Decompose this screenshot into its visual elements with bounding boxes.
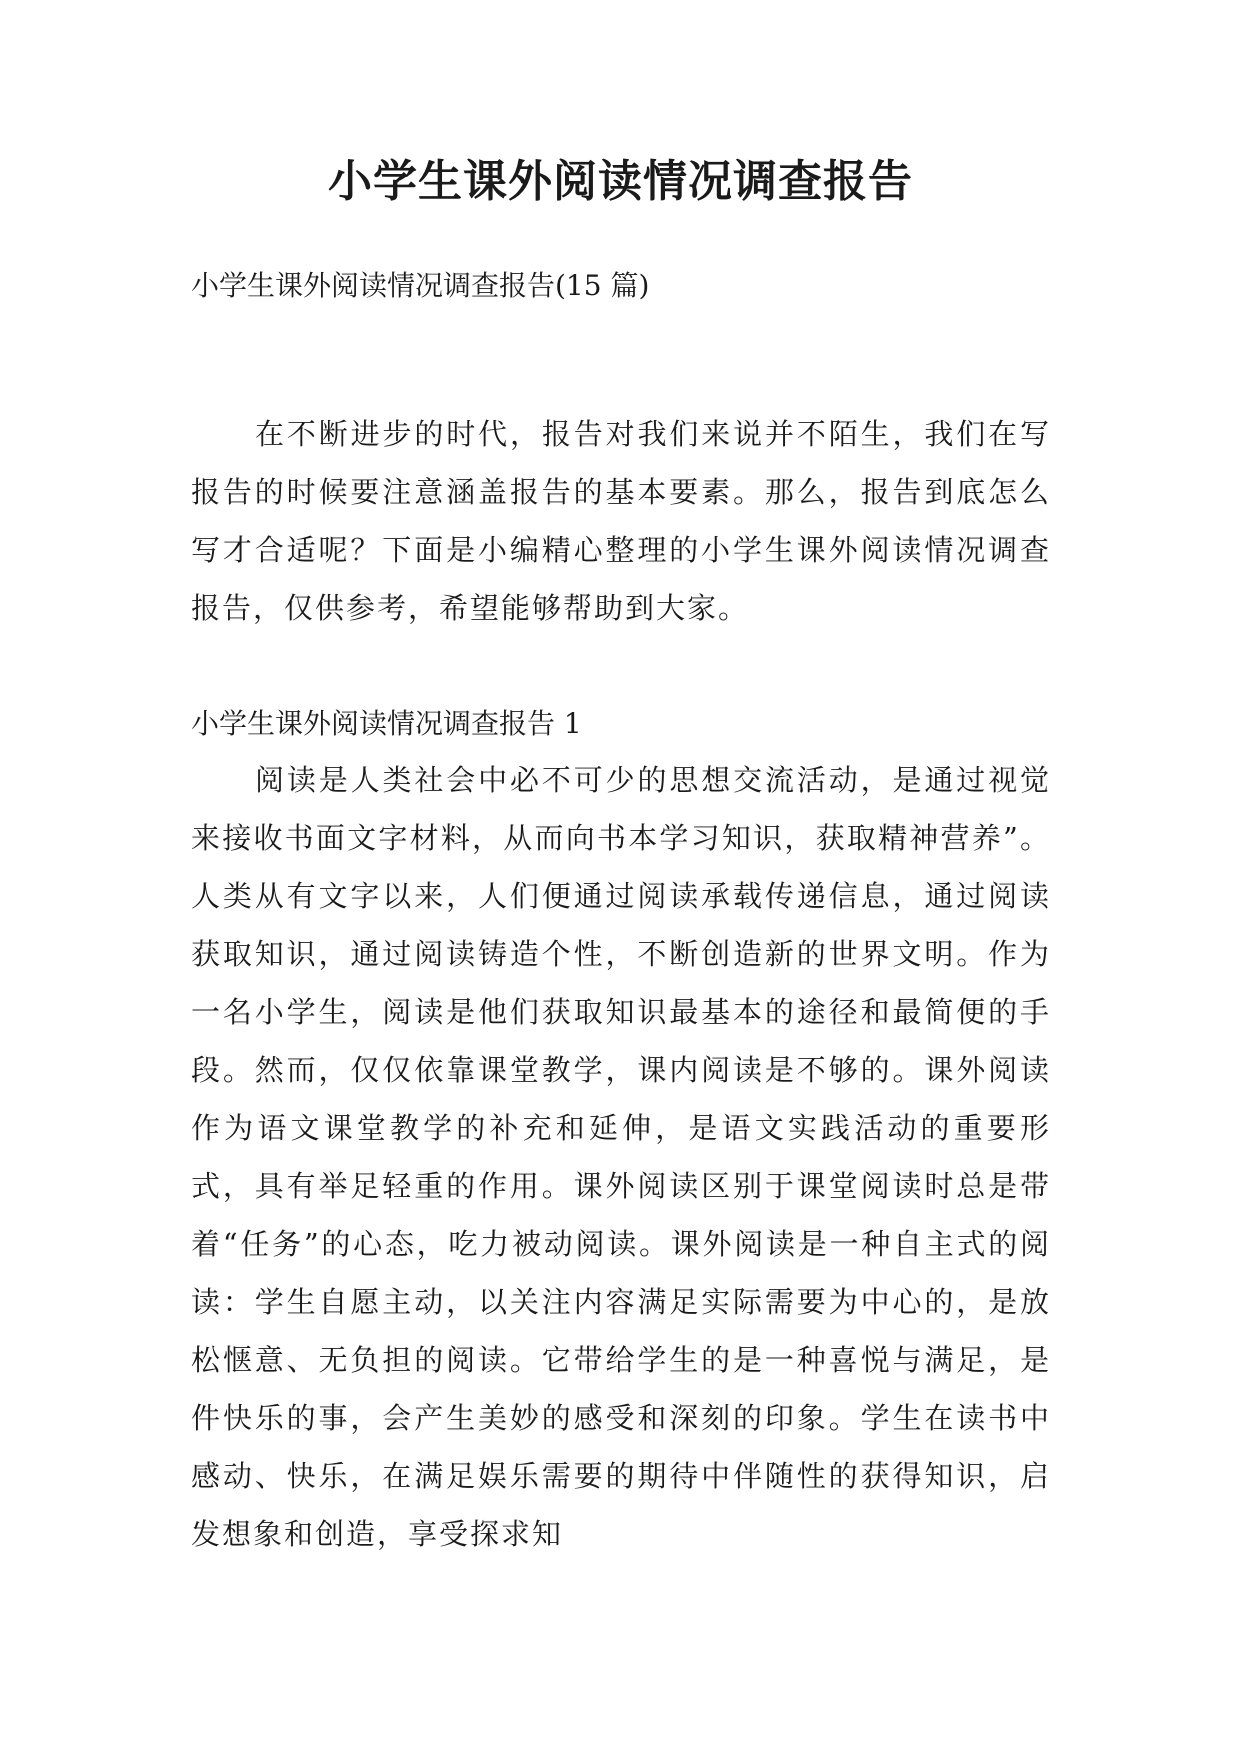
section-body-1: 阅读是人类社会中必不可少的思想交流活动，是通过视觉来接收书面文字材料，从而向书本学习知识，获取精神营养”。人类从有文字以来，人们便通过阅读承载传递信息，通过阅读获取知识，通过阅读铸造个性，不断创造新的世界文明。作为一名小学生，阅读是他们获取知识最基本的途径和最简便的手段。然而，仅仅依靠课堂教学，课内阅读是不够的。课外阅读作为语文课堂教学的补充和延伸，是语文实践活动的重要形式，具有举足轻重的作用。课外阅读区别于课堂阅读时总是带着“任务”的心态，吃力被动阅读。课外阅读是一种自主式的阅读：学生自愿主动，以关注内容满足实际需要为中心的，是放松惬意、无负担的阅读。它带给学生的是一种喜悦与满足，是件快乐的事，会产生美妙的感受和深刻的印象。学生在读书中感动、快乐，在满足娱乐需要的期待中伴随性的获得知识，启发想象和创造，享受探求知 bbox=[191, 763, 1051, 1551]
intro-paragraph: 在不断进步的时代，报告对我们来说并不陌生，我们在写报告的时候要注意涵盖报告的基本要素。那么，报告到底怎么写才合适呢？下面是小编精心整理的小学生课外阅读情况调查报告，仅供参考，希望能够帮助到大家。 bbox=[191, 417, 1051, 625]
document-subtitle: 小学生课外阅读情况调查报告(15 篇) bbox=[191, 269, 650, 302]
section-heading-1: 小学生课外阅读情况调查报告 1 bbox=[191, 707, 582, 740]
document-title: 小学生课外阅读情况调查报告 bbox=[328, 156, 913, 207]
